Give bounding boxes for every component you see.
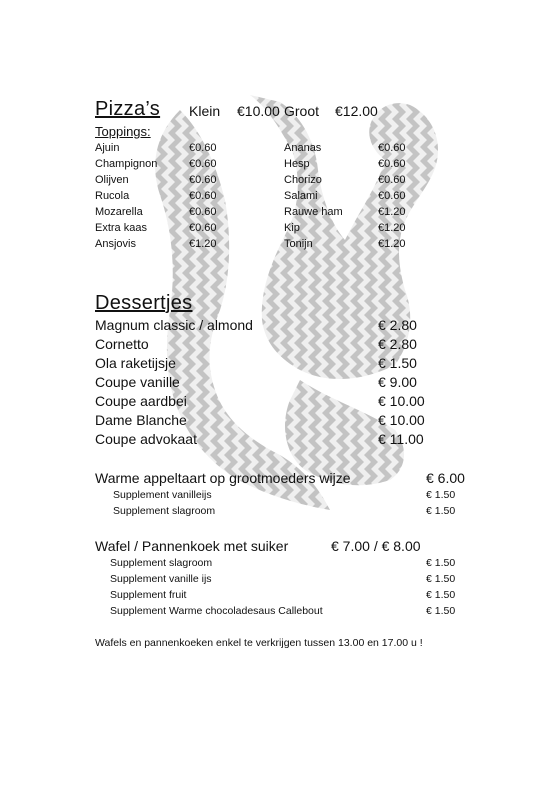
topping-name: Mozarella [95, 206, 143, 218]
dessert-price: € 11.00 [378, 431, 424, 447]
desserts-title: Dessertjes [95, 292, 193, 314]
pizza-small-label: Klein [189, 103, 221, 119]
dessert-price: € 2.80 [378, 317, 417, 333]
topping-price: €1.20 [189, 238, 217, 250]
pizza-large-label: Groot [284, 103, 320, 119]
supplement-name: Supplement slagroom [110, 557, 213, 569]
topping-price: €0.60 [378, 142, 406, 154]
supplement-price: € 1.50 [426, 589, 456, 601]
topping-name: Ansjovis [95, 238, 136, 250]
dessert-name: Ola raketijsje [95, 355, 176, 371]
waffle-price: € 7.00 / € 8.00 [331, 538, 421, 554]
topping-price: €0.60 [378, 174, 406, 186]
topping-name: Olijven [95, 174, 129, 186]
topping-name: Kip [284, 222, 300, 234]
supplement-price: € 1.50 [426, 505, 456, 517]
topping-name: Champignon [95, 158, 158, 170]
supplement-name: Supplement Warme chocoladesaus Callebout [110, 605, 323, 617]
pizza-large-price: €12.00 [335, 103, 378, 119]
topping-price: €0.60 [189, 158, 217, 170]
supplement-price: € 1.50 [426, 489, 456, 501]
toppings-title: Toppings: [95, 124, 151, 139]
supplement-price: € 1.50 [426, 573, 456, 585]
dessert-price: € 1.50 [378, 355, 417, 371]
dessert-name: Coupe advokaat [95, 431, 197, 447]
supplement-price: € 1.50 [426, 557, 456, 569]
supplement-price: € 1.50 [426, 605, 456, 617]
apple-pie-price: € 6.00 [426, 470, 465, 486]
dessert-name: Dame Blanche [95, 412, 187, 428]
topping-price: €0.60 [189, 142, 217, 154]
supplement-name: Supplement vanilleijs [113, 489, 212, 501]
topping-price: €0.60 [189, 190, 217, 202]
topping-name: Rauwe ham [284, 206, 343, 218]
dessert-name: Coupe vanille [95, 374, 180, 390]
dessert-price: € 9.00 [378, 374, 417, 390]
topping-name: Extra kaas [95, 222, 147, 234]
topping-name: Rucola [95, 190, 130, 202]
dessert-name: Magnum classic / almond [95, 317, 253, 333]
topping-price: €0.60 [189, 174, 217, 186]
dessert-price: € 10.00 [378, 393, 425, 409]
topping-price: €0.60 [189, 222, 217, 234]
topping-price: €0.60 [189, 206, 217, 218]
topping-price: €0.60 [378, 190, 406, 202]
topping-price: €1.20 [378, 206, 406, 218]
topping-name: Chorizo [284, 174, 322, 186]
dessert-price: € 2.80 [378, 336, 417, 352]
dessert-name: Coupe aardbei [95, 393, 187, 409]
apple-pie-name: Warme appeltaart op grootmoeders wijze [95, 470, 351, 486]
topping-name: Tonijn [284, 238, 313, 250]
pizza-small-price: €10.00 [237, 103, 280, 119]
topping-name: Ananas [284, 142, 322, 154]
supplement-name: Supplement fruit [110, 589, 187, 601]
pizza-title: Pizza’s [95, 98, 161, 120]
supplement-name: Supplement vanille ijs [110, 573, 212, 585]
topping-name: Salami [284, 190, 318, 202]
topping-price: €0.60 [378, 158, 406, 170]
topping-price: €1.20 [378, 238, 406, 250]
dessert-name: Cornetto [95, 336, 149, 352]
supplement-name: Supplement slagroom [113, 505, 216, 517]
topping-name: Ajuin [95, 142, 120, 154]
footer-note: Wafels en pannenkoeken enkel te verkrijgen tussen 13.00 en 17.00 u ! [95, 637, 423, 649]
dessert-price: € 10.00 [378, 412, 425, 428]
waffle-name: Wafel / Pannenkoek met suiker [95, 538, 289, 554]
topping-name: Hesp [284, 158, 310, 170]
topping-price: €1.20 [378, 222, 406, 234]
